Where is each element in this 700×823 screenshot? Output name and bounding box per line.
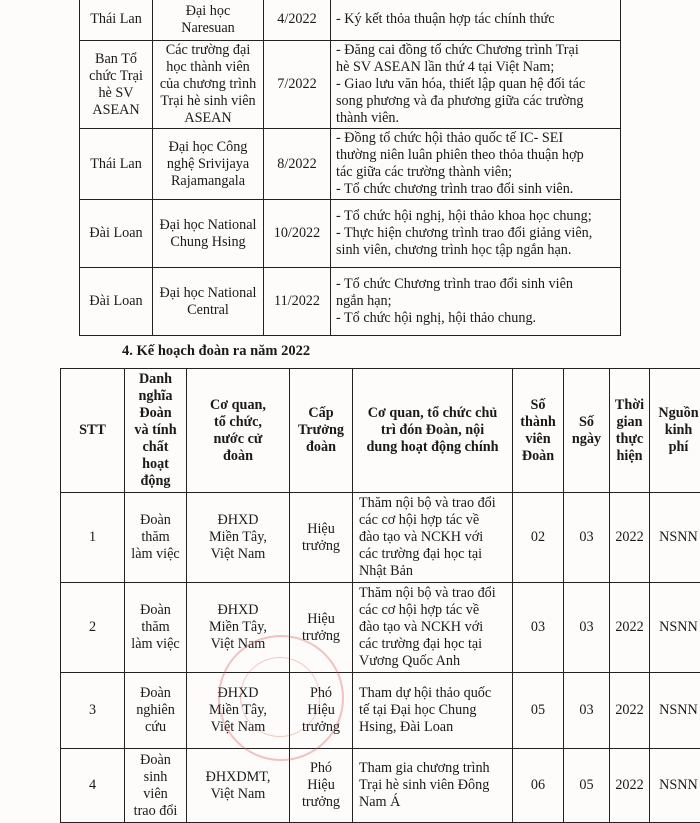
text-line: Số [566, 414, 607, 431]
text-line: trưởng [292, 794, 350, 811]
country-cell [80, 0, 153, 41]
co-quan-cell [187, 673, 290, 749]
content-cell [331, 129, 621, 200]
nguon-kinh-phi-cell: NSNN [650, 583, 700, 673]
text-line: chức Trại [82, 68, 150, 85]
text-line: thường niên luân phiên theo thỏa thuận hợp [336, 147, 614, 164]
text-line: Đoàn [515, 448, 561, 465]
text-line: sinh [127, 769, 184, 786]
text-line: thăm [127, 529, 184, 546]
cap-truong-cell [290, 749, 353, 823]
cap-truong-cell [290, 583, 353, 673]
text-line: các trường đại học tại [359, 546, 508, 563]
stt-cell: 3 [61, 673, 125, 749]
nguon-kinh-phi-cell: NSNN [650, 493, 700, 583]
noi-dung-cell [353, 493, 513, 583]
text-line: Phó [292, 760, 350, 777]
section-heading: 4. Kế hoạch đoàn ra năm 2022 [122, 343, 310, 360]
table-row [80, 200, 621, 268]
so-ngay-cell: 05 [564, 749, 610, 823]
co-quan-cell [187, 583, 290, 673]
noi-dung-cell [353, 749, 513, 823]
text-line: Vương Quốc Anh [359, 653, 508, 670]
text-line: sinh viên, chương trình học tập ngắn hạn. [336, 242, 614, 259]
text-line: viên [127, 786, 184, 803]
text-line: tế tại Đại học Chung [359, 702, 508, 719]
danh-nghia-cell [125, 749, 187, 823]
text-line: phí [652, 439, 700, 456]
thoi-gian-cell: 2022 [610, 493, 650, 583]
text-line: Miền Tây, [189, 529, 287, 546]
text-line: - Đăng cai đồng tổ chức Chương trình Trại [336, 42, 614, 59]
text-line: đoàn [292, 439, 350, 456]
content-cell [331, 200, 621, 268]
header-danh-nghia [125, 369, 187, 493]
text-line: - Tổ chức hội nghị, hội thảo khoa học chung; [336, 208, 614, 225]
text-line: Hiệu [292, 611, 350, 628]
text-line: học thành viên [155, 59, 261, 76]
text-line: Naresuan [155, 20, 261, 37]
text-line: Đoàn [127, 752, 184, 769]
text-line: Việt Nam [189, 786, 287, 803]
text-line: nghệ Srivijaya [155, 156, 261, 173]
content-cell [331, 0, 621, 41]
table-row [80, 41, 621, 129]
text-line: các trường đại học tại [359, 636, 508, 653]
text-line: Số [515, 397, 561, 414]
text-line: Thái Lan [82, 156, 150, 173]
text-line: ĐHXD [189, 512, 287, 529]
country-cell [80, 268, 153, 336]
text-line: thành viên. [336, 110, 614, 127]
co-quan-cell [187, 749, 290, 823]
text-line: Việt Nam [189, 636, 287, 653]
text-line: trì đón Đoàn, nội [355, 422, 510, 439]
text-line: nghĩa [127, 388, 184, 405]
so-thanh-vien-cell: 02 [513, 493, 564, 583]
nguon-kinh-phi-cell: NSNN [650, 673, 700, 749]
text-line: đào tạo và NCKH với [359, 619, 508, 636]
country-cell [80, 41, 153, 129]
text-line: - Tổ chức Chương trình trao đổi sinh viên [336, 276, 614, 293]
text-line: Đại học National [155, 285, 261, 302]
table-row [80, 268, 621, 336]
text-line: Thăm nội bộ và trao đổi [359, 585, 508, 602]
text-line: viên [515, 431, 561, 448]
co-quan-cell [187, 493, 290, 583]
table-row [80, 0, 621, 41]
text-line: Đài Loan [82, 225, 150, 242]
text-line: Việt Nam [189, 546, 287, 563]
text-line: - Ký kết thỏa thuận hợp tác chính thức [336, 11, 614, 28]
text-line: - Thực hiện chương trình trao đổi giảng viên, [336, 225, 614, 242]
partner-cell [153, 0, 264, 41]
text-line: Ban Tổ [82, 51, 150, 68]
thoi-gian-cell: 2022 [610, 673, 650, 749]
noi-dung-cell [353, 673, 513, 749]
text-line: Danh [127, 371, 184, 388]
text-line: Thái Lan [82, 11, 150, 28]
text-line: trao đổi [127, 803, 184, 820]
text-line: đào tạo và NCKH với [359, 529, 508, 546]
text-line: ASEAN [82, 102, 150, 119]
text-line: dung hoạt động chính [355, 439, 510, 456]
time-cell: 7/2022 [264, 41, 331, 129]
text-line: Các trường đại [155, 42, 261, 59]
text-line: thực [612, 431, 647, 448]
text-line: - Tổ chức chương trình trao đổi sinh viên. [336, 181, 614, 198]
text-line: Đại học [155, 3, 261, 20]
text-line: ngắn hạn; [336, 293, 614, 310]
text-line: Đại học Công [155, 139, 261, 156]
text-line: Đoàn [127, 512, 184, 529]
text-line: thành [515, 414, 561, 431]
text-line: tổ chức, [189, 414, 287, 431]
danh-nghia-cell [125, 493, 187, 583]
text-line: trưởng [292, 628, 350, 645]
text-line: Đài Loan [82, 293, 150, 310]
text-line: hè SV ASEAN lần thứ 4 tại Việt Nam; [336, 59, 614, 76]
text-line: Thời [612, 397, 647, 414]
text-line: và tính [127, 422, 184, 439]
text-line: Nguồn [652, 405, 700, 422]
text-line: gian [612, 414, 647, 431]
thoi-gian-cell: 2022 [610, 749, 650, 823]
text-line: trưởng [292, 538, 350, 555]
text-line: nghiên [127, 702, 184, 719]
text-line: Trại hè sinh viên [155, 93, 261, 110]
text-line: ĐHXDMT, [189, 769, 287, 786]
text-line: đoàn [189, 448, 287, 465]
text-line: ĐHXD [189, 685, 287, 702]
header-so-thanh-vien [513, 369, 564, 493]
text-line: Nam Á [359, 794, 508, 811]
noi-dung-cell [353, 583, 513, 673]
partner-cell [153, 41, 264, 129]
text-line: - Tổ chức hội nghị, hội thảo chung. [336, 310, 614, 327]
partner-activities-table [79, 0, 621, 336]
text-line: Rajamangala [155, 173, 261, 190]
text-line: Miền Tây, [189, 619, 287, 636]
table-header-row [61, 369, 700, 493]
time-cell: 4/2022 [264, 0, 331, 41]
text-line: thăm [127, 619, 184, 636]
text-line: Miền Tây, [189, 702, 287, 719]
danh-nghia-cell [125, 673, 187, 749]
text-line: Đoàn [127, 685, 184, 702]
header-nguon-kinh-phi [650, 369, 700, 493]
so-ngay-cell: 03 [564, 673, 610, 749]
text-line: Trưởng [292, 422, 350, 439]
table-row [80, 129, 621, 200]
text-line: chất [127, 439, 184, 456]
text-line: Tham gia chương trình [359, 760, 508, 777]
partner-cell [153, 129, 264, 200]
text-line: Central [155, 302, 261, 319]
text-line: các cơ hội hợp tác về [359, 602, 508, 619]
text-line: ĐHXD [189, 602, 287, 619]
header-stt [61, 369, 125, 493]
so-ngay-cell: 03 [564, 493, 610, 583]
partner-cell [153, 268, 264, 336]
text-line: trưởng [292, 719, 350, 736]
stt-cell: 4 [61, 749, 125, 823]
content-cell [331, 268, 621, 336]
so-thanh-vien-cell: 05 [513, 673, 564, 749]
text-line: động [127, 473, 184, 490]
table-row [61, 749, 700, 823]
country-cell [80, 129, 153, 200]
table-row [61, 493, 700, 583]
header-cap-truong [290, 369, 353, 493]
text-line: làm việc [127, 546, 184, 563]
text-line: Cơ quan, tổ chức chủ [355, 405, 510, 422]
text-line: ASEAN [155, 110, 261, 127]
table-row [61, 583, 700, 673]
text-line: Thăm nội bộ và trao đổi [359, 495, 508, 512]
text-line: cứu [127, 719, 184, 736]
text-line: Nhật Bản [359, 563, 508, 580]
text-line: Việt Nam [189, 719, 287, 736]
text-line: nước cử [189, 431, 287, 448]
partner-cell [153, 200, 264, 268]
text-line: Đoàn [127, 602, 184, 619]
cap-truong-cell [290, 493, 353, 583]
text-line: hoạt [127, 456, 184, 473]
stt-cell: 2 [61, 583, 125, 673]
text-line: làm việc [127, 636, 184, 653]
text-line: hiện [612, 448, 647, 465]
danh-nghia-cell [125, 583, 187, 673]
header-don-doan [353, 369, 513, 493]
text-line: - Đồng tổ chức hội thảo quốc tế IC- SEI [336, 130, 614, 147]
text-line: ngày [566, 431, 607, 448]
text-line: Hsing, Đài Loan [359, 719, 508, 736]
so-ngay-cell: 03 [564, 583, 610, 673]
header-thoi-gian [610, 369, 650, 493]
text-line: Hiệu [292, 702, 350, 719]
content-cell [331, 41, 621, 129]
so-thanh-vien-cell: 03 [513, 583, 564, 673]
text-line: Trại hè sinh viên Đông [359, 777, 508, 794]
outbound-delegations-table [60, 368, 700, 823]
text-line: hè SV [82, 85, 150, 102]
text-line: kinh [652, 422, 700, 439]
so-thanh-vien-cell: 06 [513, 749, 564, 823]
text-line: Tham dự hội thảo quốc [359, 685, 508, 702]
nguon-kinh-phi-cell: NSNN [650, 749, 700, 823]
text-line: Cấp [292, 405, 350, 422]
text-line: của chương trình [155, 76, 261, 93]
text-line: Hiệu [292, 777, 350, 794]
text-line: Phó [292, 685, 350, 702]
text-line: Hiệu [292, 521, 350, 538]
text-line: Đại học National [155, 217, 261, 234]
thoi-gian-cell: 2022 [610, 583, 650, 673]
text-line: STT [63, 422, 122, 439]
text-line: các cơ hội hợp tác về [359, 512, 508, 529]
cap-truong-cell [290, 673, 353, 749]
header-so-ngay [564, 369, 610, 493]
header-co-quan [187, 369, 290, 493]
text-line: Cơ quan, [189, 397, 287, 414]
time-cell: 10/2022 [264, 200, 331, 268]
time-cell: 8/2022 [264, 129, 331, 200]
stt-cell: 1 [61, 493, 125, 583]
text-line: Đoàn [127, 405, 184, 422]
country-cell [80, 200, 153, 268]
table-row [61, 673, 700, 749]
text-line: tác giữa các trường thành viên; [336, 164, 614, 181]
time-cell: 11/2022 [264, 268, 331, 336]
text-line: - Giao lưu văn hóa, thiết lập quan hệ đối tác [336, 76, 614, 93]
text-line: Chung Hsing [155, 234, 261, 251]
text-line: song phương và đa phương giữa các trường [336, 93, 614, 110]
